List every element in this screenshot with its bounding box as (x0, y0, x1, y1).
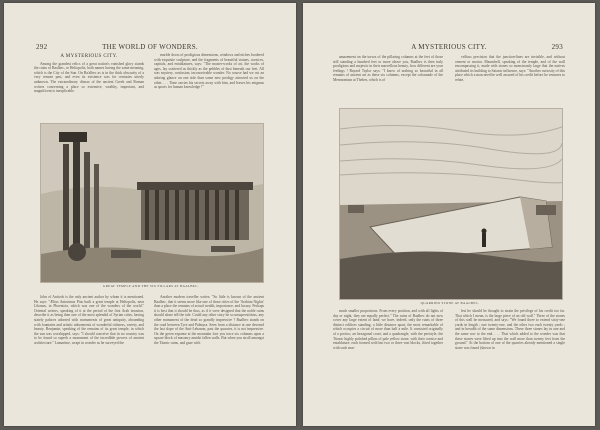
right-col2-top (455, 55, 565, 84)
left-col1-bottom (34, 295, 144, 347)
paragraph: lest he should be thought to strain the privilege of his credit too far. That which I mean, is the large piece of an old wall." Three of the stones of this wall he measured, and says: "We found three to extend sixty-one yards in length ; one twenty-one, and the other two each twenty yards ; and in breadth of the same dimensions. These three stones lay in one and the same row to the end. . . . That which added to the wonder was that these stones were lifted up into the wall more than twenty feet from the ground." At the bottom of one of the quarries already mentioned a single stone was found (shown in (455, 309, 565, 350)
paragraph: amazement on the torsos of the pillaring columns at the feet of those still standing a hundred feet or more above you, Baalbec is then truly prodigious and majestic in their marvellous beauty, how different are your feelings ! Bayard Taylor says: "I know of nothing so beautiful in all remains of ancient art as these six columns, except the colonnade of the Memnonium at Thebes, which is of (333, 55, 443, 82)
left-col1-top (34, 55, 144, 95)
left-page (4, 3, 296, 426)
engraving-caption-left: GREAT TEMPLE AND THE SIX PILLARS AT BAALBEC. (103, 284, 199, 288)
left-col2-top (154, 53, 264, 91)
running-head-left: THE WORLD OF WONDERS. (102, 43, 198, 51)
left-page-header (36, 43, 264, 52)
paragraph: vellous precision that the junction-lines are invisible, and without cement or mortar. Maundrell, speaking of the temple, and of the wall encompassing it, made with stones so monstrously large that the natives attributed its building to Satanic influence, says: "Another curiosity of this place which a man need be well assured of his credit before he ventures to relate, (455, 55, 565, 82)
quarried-stone-illustration (340, 109, 562, 299)
paragraph: much smaller proportions. From every position, and with all lights of day or night, they are equally perfect." The ruins of Baalbec do not now cover any large extent of land; we have, indeed, only the ruins of three distinct edifices standing, a little distance apart, the most remarkable of which occupies a circuit of more than half a mile. It consisted originally of a portico, an hexagonal court, and a quadrangle, with the peristyle, the Titanic highly polished pillars of pale yellow stone, with their cornice and entablature, each formed with but two or three vast blocks, fitted together with such mar- (333, 309, 443, 350)
section-title: A MYSTERIOUS CITY. (60, 54, 118, 59)
engraving-great-temple (40, 123, 264, 283)
page-number-right: 293 (551, 43, 563, 51)
temple-ruins-illustration (41, 124, 263, 282)
right-page-header (335, 43, 563, 52)
engraving-quarried-stone (339, 108, 563, 300)
right-col1-top (333, 55, 443, 84)
paragraph: John of Antioch is the only ancient author by whom it is mentioned. He says: "Ælius Antoninus Pius built a great temple at Heliopolis, near Libanus, in Phoenicia, which was one of the wonders of the world." Oriental writers, speaking of it at the period of the first Arab invasion, describe it as being then one of the most splendid of Syrian cities, having stately palaces adorned with monuments of great antiquity, abounding with fountains and artistic adornments of wonderful richness, variety, and beauty. Benjamin, speaking of the remains of its great temple, in which the sun was worshipped, says: "I should conceive that in no country was to be found so superb a monument of the incredible powers of ancient architecture." Lamartine, wrapt in wonder as he surveyed the (34, 295, 144, 345)
paragraph: Among the grandest relics of a great nation's vanished glory stands the ruins of Baalbec, or Heliopolis, both names having the same meaning, which is the City of the Sun. On Ba'albec as is in the thick obscurity of a very remote past, and even its existence was for centuries utterly unknown. The extraordinary climax of the ancient Greek and Roman writers concerning a place so extensive, wealthy, important, and magnificent is inexplicable. (34, 61, 144, 94)
right-col1-bottom (333, 309, 443, 351)
left-col2-bottom (154, 295, 264, 347)
right-col2-bottom (455, 309, 565, 351)
running-head-right: A MYSTERIOUS CITY. (411, 43, 487, 51)
paragraph: Another modern traveller writes: "So little is known of the ancient Baalbec, that it seems more like one of those cities of the 'Arabian Nights' than a place the remains of actual wealth, importance, and luxury. Perhaps it is best that it should be thus, as if it were designed that the noble ruins should alone tell the tale. Could any other story be so unsuperstitious, any other monument of the dead so grandly impressive ? Baalbec stands on the road between Tyre and Palmyra. Seen from a distance at one descend the last slope of the Anti-Lebanon, past the quarries, it is not impressive. On the green expanse at the mountain foot you trace six columns upon a square block of masonry amidst fallen walls. But when you stroll amongst the Titanic ruins, and gaze with (154, 295, 264, 345)
right-page (303, 3, 595, 426)
page-number-left: 292 (36, 43, 48, 51)
engraving-caption-right: QUARRIED STONE AT BAALBEC. (420, 301, 480, 305)
paragraph: marble doors of prodigious dimensions, windows and niches bordered with exquisite sculpture, and the fragments of beautiful statues, cornices, capitals, and entablatures, says: "The master-works of art, the works of ages, lay scattered as thickly as the pebbles of dust beneath our feet. All was mystery, confusion, inconceivable wonder. No course had we cut an adoring glance on one side than some new prodigy attracted us on the other. . . . Time carries his secrets away with him, and leaves his enigmas as sports for human knowledge !" (154, 53, 264, 90)
